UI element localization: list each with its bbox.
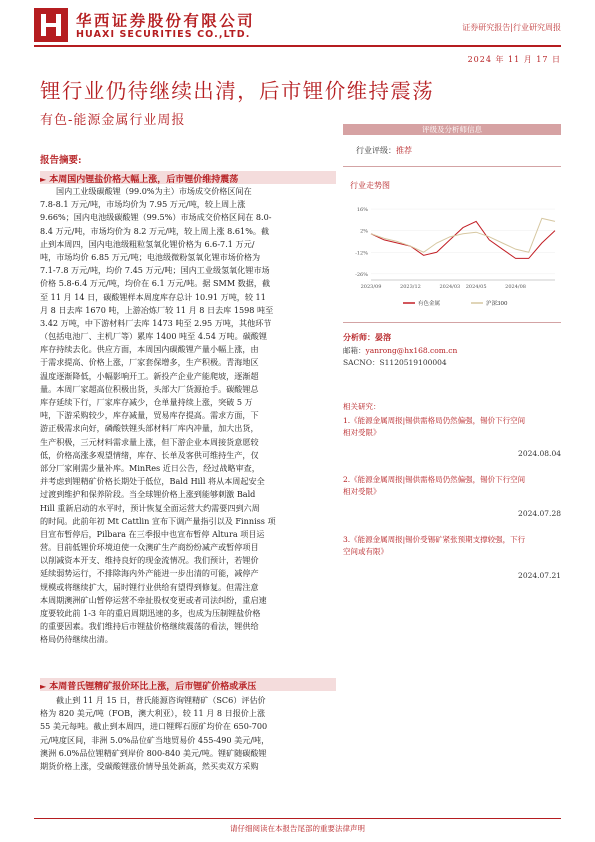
legend-label: 沪深300 [486,301,508,307]
body-line: 国内工业级碳酸锂（99.0%为主）市场成交价格区间在 [56,186,252,196]
triangle-icon: ► [40,174,47,184]
body-line: 月 8 日去库 1670 吨，上游冶炼厂较 11 月 8 日去库 1598 吨至 [40,304,274,315]
section1-heading [40,172,238,185]
analyst-sacno [343,357,447,368]
related-item-title: 空间或有限》 [343,547,388,556]
body-line: 于需求提高、价格上涨，厂家套保增多，生产积极。青海地区 [40,357,259,368]
body-line: 期货价格上涨，受碳酸锂涨价情导虽处新高，然买卖双方采购 [40,760,259,771]
footer-divider [34,818,561,819]
chart-title: 行业走势图 [350,181,390,190]
related-item-title: 1.《能源金属周报|锡供需格局仍然偏强，锡价下行空间 [343,416,526,425]
body-line: 部分厂家刚需少量补库。MinRes 近日公告，经过战略审查， [40,462,260,473]
body-line: 营。目前低锂价环境迫使一众澳矿生产商纷纷减产或暂停项目 [40,542,259,553]
related-research-label: 相关研究： [343,402,381,411]
body-line: 的时间。此前年初 Mt Cattlin 宣布下调产量指引以及 Finniss 项 [40,515,276,526]
industry-rating [356,145,412,156]
x-tick-label: 2023/12 [400,284,421,290]
x-tick-label: 2023/09 [360,284,382,290]
huaxi-logo-icon [34,8,68,42]
analyst [343,332,391,343]
body-line: 8.4 万元/吨，市场均价为 8.2 万元/吨，较上周上涨 8.61%。截 [40,225,270,236]
sidebar-divider [343,322,561,323]
sacno-label: SACNO： [343,358,380,367]
body-line: 格为 820 美元/吨（FOB，澳大利亚），较 11 月 8 日报价上涨 [40,708,266,719]
x-tick-label: 2024/05 [465,284,487,290]
y-tick-label: -12% [355,250,368,257]
body-line: （包括电池厂、主机厂等）累库 1400 吨至 4.54 万吨。碳酸锂 [40,331,267,342]
body-line: 量。本周厂家超高位积极出货，头部大厂货源抢手。碳酸锂总 [40,383,259,394]
y-tick-label: -26% [355,271,368,278]
body-line: 止到本周四，国内电池级粗粒氢氧化锂价格为 6.6-7.1 万元/ [40,238,255,249]
report-title: 锂行业仍待继续出清，后市锂价维持震荡 [40,79,435,103]
related-item-1[interactable] [343,415,558,439]
body-line: 规模或将继续扩大，届时锂行业供给有望得到修复。但需注意 [40,581,259,592]
section1-heading-text: 本周国内锂盐价格大幅上涨，后市锂价维持震荡 [49,175,239,185]
x-tick-label: 2024/03 [439,284,461,290]
body-line: 目宣布暂停后，Pilbara 在三季报中也宣布暂停 Altura 项目运 [40,528,265,539]
body-line: 9.66%；国内电池级碳酸锂（99.5%）市场成交价格区间在 8.0- [40,212,272,223]
body-line: 延续弱势运行，不排除海内外产能进一步出清的可能，减停产 [40,568,259,579]
related-item-title: 相对受限》 [343,428,381,437]
triangle-icon: ► [40,681,47,691]
rating-label: 行业评级： [356,146,396,155]
report-date: 2024 年 11 月 17 日 [467,55,561,64]
document-type: 证券研究报告|行业研究周报 [462,23,561,32]
body-line: 元/吨度区间，非洲 5.0%品位矿当地贸易价 455-490 美元/吨， [40,734,270,745]
related-item-2[interactable] [343,474,558,498]
body-line: 吨，市场均价 6.85 万元/吨；电池级微粉氢氧化锂市场价格为 [40,251,261,262]
section2-heading-text: 本周普氏锂精矿报价环比上涨，后市锂矿价格或承压 [49,682,257,692]
body-line: 生产积极，三元材料需求量上涨，但下游企业本周接货意愿较 [40,436,259,447]
body-line: 本周期澳洲矿山暂停运营不牵扯股权变更或者司法纠纷，重启速 [40,594,267,605]
body-line: 格局仍待继续出清。 [40,634,113,645]
body-line: 温度逐渐降低，小幅影响开工。新投产企业产能爬坡，逐渐超 [40,370,259,381]
sidebar-divider [343,166,561,167]
related-item-date: 2024.08.04 [518,449,561,458]
body-line: 游正极需求向好，磷酸铁锂头部材料厂库内冲量，加大出货， [40,423,259,434]
body-line: 吨，下游采购较少，库存减量，贸易库存提高。需求方面，下 [40,410,259,421]
brand [34,8,264,48]
footer-disclaimer: 请仔细阅读在本报告尾部的重要法律声明 [230,824,365,833]
summary-label: 报告摘要: [40,155,82,166]
related-item-title: 2.《能源金属周报|锡供需格局仍然偏强，锡价下行空间 [343,475,526,484]
body-line: 至 11 月 14 日，碳酸锂样本周度库存总计 10.91 万吨，较 11 [40,291,266,302]
sacno-value: S1120519100004 [379,358,447,367]
industry-trend-chart [343,200,561,312]
body-line: 过渡到维护和保养阶段。当全球锂价格上涨到能够刺激 Bald [40,489,256,500]
analyst-name: 晏溶 [375,332,391,342]
y-tick-label: 2% [360,228,368,235]
report-subtitle: 有色-能源金属行业周报 [40,113,186,128]
body-line: 澳洲 6.0%品位锂精矿到岸价 800-840 美元/吨。锂矿随碳酸锂 [40,747,267,758]
y-tick-label: 16% [356,207,368,214]
analyst-label: 分析师： [343,332,375,342]
body-line: 55 美元每吨。截止到本周四，进口锂辉石原矿均价在 650-700 [40,721,268,732]
body-line: 度要较此前 1-3 年的重启周期迅速的多，也成为压制锂盐价格 [40,608,261,618]
related-item-date: 2024.07.28 [518,509,561,518]
body-line: 的重要因素。我们维持后市锂盐价格继续震荡的看法，锂供给 [40,621,259,632]
rating-value: 推荐 [396,146,412,155]
body-line: 库存延续下行，厂家库存减少，仓单量持续上涨，突破 5 万 [40,397,253,407]
body-line: 7.8-8.1 万元/吨，市场均价为 7.95 万元/吨，较上周上涨 [40,199,246,210]
body-line: 截止到 11 月 15 日，普氏能源咨询锂精矿（SC6）评估价 [56,695,266,705]
legend-label: 有色金属 [418,301,441,307]
email-label: 邮箱： [343,346,366,355]
related-item-date: 2024.07.21 [518,571,561,580]
brand-name-en: HUAXI SECURITIES CO.,LTD. [76,29,251,40]
related-item-title: 相对受限》 [343,487,381,496]
x-tick-label: 2024/08 [505,284,526,290]
brand-name-cn: 华西证券股份有限公司 [76,12,256,30]
body-line: 3.42 万吨，中下游材料厂去库 1473 吨至 2.95 万吨，其他环节 [40,317,272,328]
body-line: 7.1-7.8 万元/吨，均价 7.45 万元/吨；国内工业级氢氧化锂市场 [40,265,270,276]
series-line [371,218,555,252]
section2-heading [40,679,256,692]
sidebar-header: 评级及分析师信息 [343,124,561,135]
related-item-title: 3.《能源金属周报|锡价受锡矿紧张预期支撑较强，下行 [343,535,526,544]
analyst-email [343,345,457,356]
section2-body [40,694,336,773]
body-line: 并考虑到锂精矿价格长期处于低位，Bald Hill 将从本周起安全 [40,476,265,487]
related-item-3[interactable] [343,534,558,558]
body-line: 低，价格高涨多观望情绪，库存、长单及客供可维持生产，仅 [40,449,259,460]
body-line: 价格 5.8-6.4 万元/吨，均价在 6.1 万元/吨。据 SMM 数据，截 [40,278,271,289]
body-line: Hill 重新启动的水平时，预计恢复全面运营大约需要四到六周 [40,502,260,513]
body-line: 库存持续去化。供应方面，本周国内碳酸锂产量小幅上涨，由 [40,344,259,355]
body-line: 以削减资本开支、维持良好的现金流情况。我们预计，若锂价 [40,555,259,566]
header-divider [34,45,561,47]
email-link[interactable]: yanrong@hx168.com.cn [365,346,458,355]
section1-body [40,185,336,647]
series-line [371,221,555,258]
